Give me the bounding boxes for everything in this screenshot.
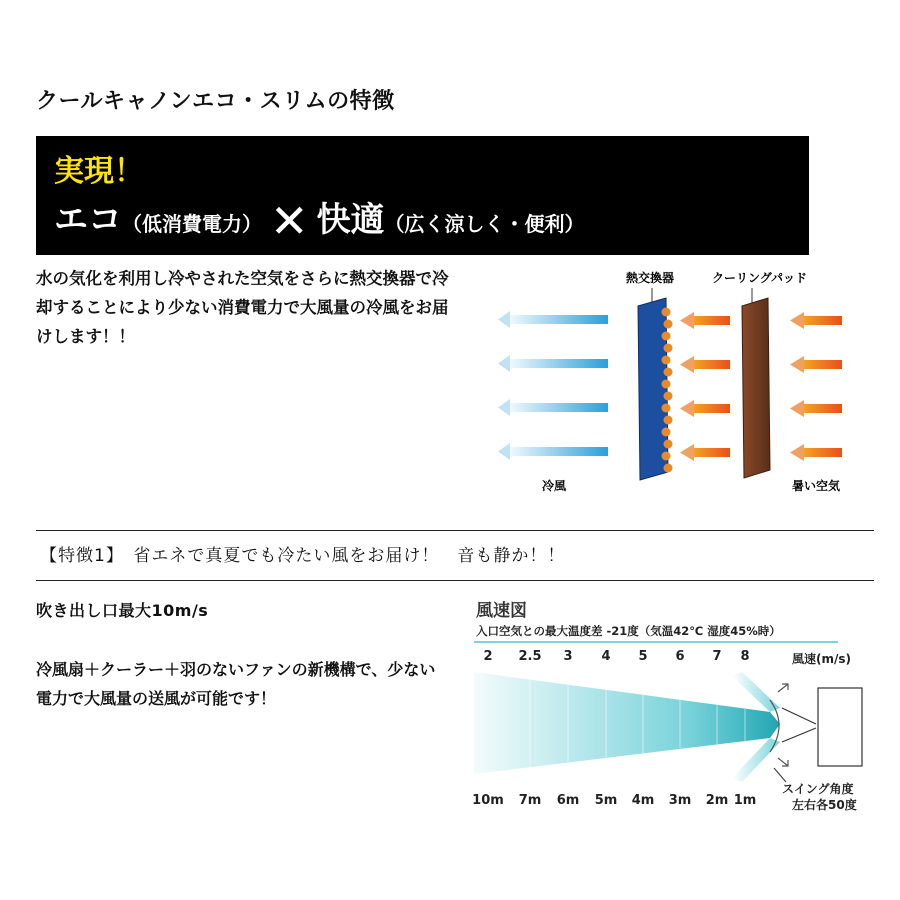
hot-air-label: 暑い空気 xyxy=(792,479,841,493)
swing-left-beam xyxy=(732,672,780,712)
banner-line2 xyxy=(54,192,585,248)
speed-unit-label: 風速(m/s) xyxy=(792,652,851,666)
distance-tick: 6m xyxy=(556,793,580,808)
speed-ticks xyxy=(483,649,749,664)
wind-beam xyxy=(474,672,780,774)
cooling-pad-label: クーリングパッド xyxy=(712,271,808,285)
distance-tick: 10m xyxy=(472,793,504,808)
swing-label-line1: スイング角度 xyxy=(782,782,854,796)
cold-air-arrows xyxy=(498,311,608,460)
hot-air-arrows-outer xyxy=(790,312,842,461)
speed-tick: 4 xyxy=(601,649,611,664)
speed-tick: 7 xyxy=(712,649,722,664)
cold-air-label: 冷風 xyxy=(542,479,567,493)
banner-comfort-note: （広く涼しく・便利） xyxy=(384,212,585,236)
page-title: クールキャノンエコ・スリムの特徴 xyxy=(36,89,395,114)
distance-tick: 2m xyxy=(705,793,729,808)
distance-tick: 3m xyxy=(668,793,692,808)
intro-text: 水の気化を利用し冷やされた空気をさらに熱交換器で冷却することにより少ない消費電力で大風量の冷風をお届けします！！ xyxy=(36,269,449,346)
feature1-max-speed: 吹き出し口最大10m/s xyxy=(36,601,209,620)
swing-label-line2: 左右各50度 xyxy=(792,798,857,812)
swing-arrow-up-icon xyxy=(778,684,788,692)
distance-tick: 5m xyxy=(594,793,618,808)
divider-bottom xyxy=(36,580,874,581)
banner-eco-note: （低消費電力） xyxy=(122,212,262,236)
wind-speed-chart xyxy=(470,596,870,826)
banner-line1: 実現！ xyxy=(54,154,144,189)
fan-unit-icon xyxy=(818,688,862,766)
banner-eco: エコ xyxy=(54,200,122,240)
heat-exchanger-label: 熱交換器 xyxy=(626,271,675,285)
speed-tick: 2 xyxy=(483,649,493,664)
speed-tick: 5 xyxy=(638,649,648,664)
distance-tick: 7m xyxy=(518,793,542,808)
speed-tick: 3 xyxy=(563,649,573,664)
divider-top xyxy=(36,530,874,531)
wind-chart-subtitle: 入口空気との最大温度差 -21度（気温42℃ 湿度45%時） xyxy=(476,624,781,638)
banner-comfort: 快適 xyxy=(316,200,385,240)
wind-chart-title: 風速図 xyxy=(476,601,527,621)
speed-tick: 6 xyxy=(675,649,685,664)
banner-cross-icon: ✕ xyxy=(270,194,309,248)
swing-arrow-down-icon xyxy=(778,758,788,766)
distance-ticks xyxy=(472,793,756,808)
swing-right-beam xyxy=(732,738,780,782)
speed-tick: 8 xyxy=(740,649,750,664)
heat-exchanger-icon xyxy=(638,298,673,480)
headline-banner xyxy=(36,136,809,255)
speed-tick: 2.5 xyxy=(518,649,542,664)
distance-tick: 1m xyxy=(733,793,757,808)
cooling-pad-icon xyxy=(742,298,770,478)
distance-tick: 4m xyxy=(631,793,655,808)
feature1-heading: 【特徴1】 省エネで真夏でも冷たい風をお届け！ 音も静か！！ xyxy=(40,546,566,566)
airflow-diagram xyxy=(490,262,870,502)
feature1-description: 冷風扇＋クーラー＋羽のないファンの新機構で、少ない電力で大風量の送風が可能です！ xyxy=(36,660,436,708)
hot-air-arrows-inner xyxy=(680,312,730,461)
